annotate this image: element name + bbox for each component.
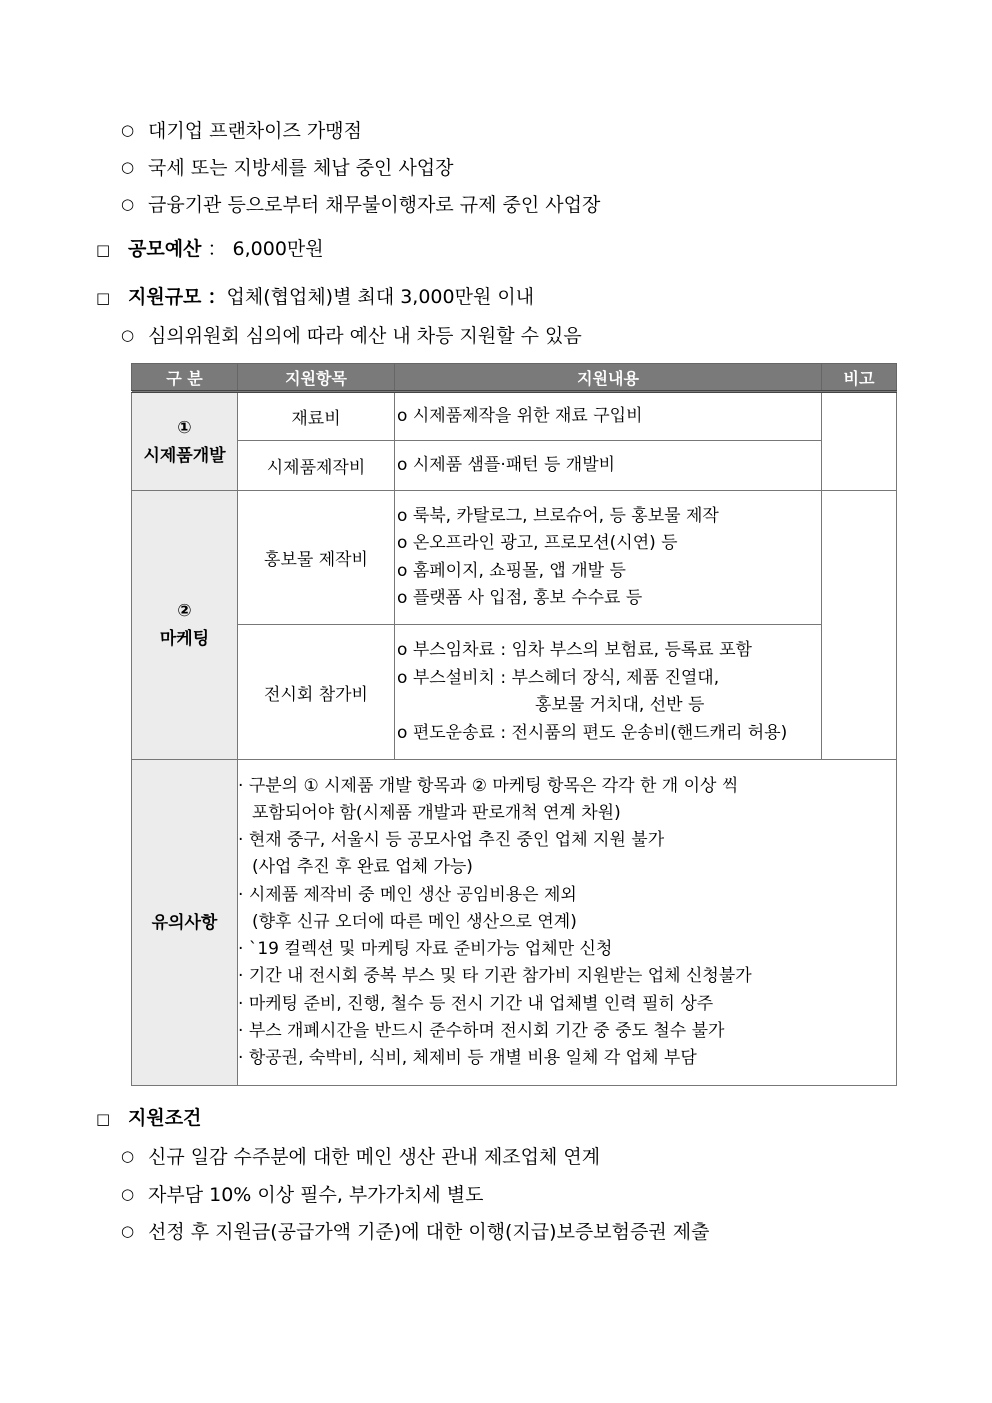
o-bullet-icon: o: [397, 667, 408, 688]
budget-value: 6,000만원: [232, 238, 324, 260]
o-bullet-icon: o: [397, 454, 408, 475]
content-cell: [395, 392, 822, 441]
scale-label: 지원규모: [128, 286, 202, 308]
circle-bullet-icon: ○: [121, 1185, 135, 1203]
budget-line: [128, 234, 324, 261]
exclusion-item: 금융기관 등으로부터 채무불이행자로 규제 중인 사업장: [148, 194, 601, 216]
content-line: 편도운송료 : 전시품의 편도 운송비(핸드캐리 허용): [412, 722, 788, 743]
content-line: 온오프라인 광고, 프로모션(시연) 등: [412, 533, 678, 553]
note-line: (향후 신규 오더에 따른 메인 생산으로 연계): [252, 911, 577, 932]
content-line: 시제품 샘플·패턴 등 개발비: [412, 454, 616, 475]
note-line: 시제품 제작비 중 메인 생산 공임비용은 제외: [248, 884, 577, 905]
support-table: [131, 363, 897, 1086]
content-line: 홈페이지, 쇼핑몰, 앱 개발 등: [412, 560, 626, 581]
dot-bullet-icon: ·: [238, 775, 244, 796]
table-row: [132, 491, 897, 625]
condition-item: 선정 후 지원금(공급가액 기준)에 대한 이행(지급)보증보험증권 제출: [148, 1221, 710, 1243]
table-row: [132, 760, 897, 1086]
content-line: 홍보물 거치대, 선반 등: [535, 695, 705, 715]
condition-item: 자부담 10% 이상 필수, 부가가치세 별도: [148, 1184, 484, 1206]
content-cell: [395, 441, 822, 491]
category-prototype: [132, 392, 238, 491]
header-category: 구 분: [132, 364, 238, 392]
remarks-cell: [822, 392, 897, 491]
category-name: 마케팅: [159, 629, 210, 649]
item-cell: 시제품제작비: [238, 441, 395, 491]
header-content: 지원내용: [395, 364, 822, 392]
o-bullet-icon: o: [397, 560, 408, 581]
remarks-cell: [822, 491, 897, 760]
content-line: 룩북, 카탈로그, 브로슈어, 등 홍보물 제작: [412, 505, 719, 526]
budget-sep: ：: [207, 238, 227, 260]
scale-value: 업체(협업체)별 최대 3,000만원 이내: [226, 286, 535, 308]
table-row: [132, 392, 897, 441]
note-line: 구분의 ① 시제품 개발 항목과 ② 마케팅 항목은 각각 한 개 이상 씩: [248, 775, 739, 796]
o-bullet-icon: o: [397, 722, 408, 743]
content-cell: [395, 491, 822, 625]
category-number: ②: [177, 601, 192, 621]
circle-bullet-icon: ○: [121, 195, 135, 213]
table-row: [132, 625, 897, 760]
content-line: 부스설비치 : 부스헤더 장식, 제품 진열대,: [412, 667, 720, 688]
exclusion-item: 국세 또는 지방세를 체납 중인 사업장: [148, 157, 454, 179]
note-line: (사업 추진 후 완료 업체 가능): [252, 857, 473, 878]
table-header-row: [132, 364, 897, 392]
item-cell: 전시회 참가비: [238, 625, 395, 760]
header-remarks: 비고: [822, 364, 897, 392]
circle-bullet-icon: ○: [121, 121, 135, 139]
notes-label: 유의사항: [132, 760, 238, 1086]
circle-bullet-icon: ○: [121, 158, 135, 176]
dot-bullet-icon: ·: [238, 830, 244, 851]
content-line: 플랫폼 사 입점, 홍보 수수료 등: [412, 588, 643, 608]
o-bullet-icon: o: [397, 505, 408, 526]
o-bullet-icon: o: [397, 533, 408, 553]
item-cell: 재료비: [238, 392, 395, 441]
dot-bullet-icon: ·: [238, 993, 244, 1014]
dot-bullet-icon: ·: [238, 1047, 244, 1068]
conditions-label: 지원조건: [128, 1107, 202, 1129]
content-cell: [395, 625, 822, 760]
note-line: 포함되어야 함(시제품 개발과 판로개척 연계 차원): [252, 803, 621, 824]
scale-sep: ：: [207, 286, 227, 308]
category-name: 시제품개발: [143, 445, 226, 466]
scale-line: [128, 282, 534, 309]
table-row: [132, 441, 897, 491]
square-bullet-icon: □: [96, 1110, 111, 1128]
dot-bullet-icon: ·: [238, 966, 244, 987]
note-line: 항공권, 숙박비, 식비, 체제비 등 개별 비용 일체 각 업체 부담: [248, 1047, 697, 1068]
content-line: 시제품제작을 위한 재료 구입비: [412, 405, 643, 426]
note-line: 마케팅 준비, 진행, 철수 등 전시 기간 내 업체별 인력 필히 상주: [248, 993, 714, 1014]
square-bullet-icon: □: [96, 289, 111, 307]
scale-note: 심의위원회 심의에 따라 예산 내 차등 지원할 수 있음: [148, 325, 582, 347]
o-bullet-icon: o: [397, 588, 408, 608]
category-marketing: [132, 491, 238, 760]
square-bullet-icon: □: [96, 241, 111, 259]
circle-bullet-icon: ○: [121, 1222, 135, 1240]
budget-label: 공모예산: [128, 238, 202, 260]
o-bullet-icon: o: [397, 640, 408, 660]
item-cell: 홍보물 제작비: [238, 491, 395, 625]
notes-cell: [238, 760, 897, 1086]
category-number: ①: [177, 417, 192, 438]
note-line: 기간 내 전시회 중복 부스 및 타 기관 참가비 지원받는 업체 신청불가: [248, 966, 752, 987]
circle-bullet-icon: ○: [121, 326, 135, 344]
note-line: 부스 개폐시간을 반드시 준수하며 전시회 기간 중 중도 철수 불가: [248, 1020, 725, 1041]
condition-item: 신규 일감 수주분에 대한 메인 생산 관내 제조업체 연계: [148, 1146, 601, 1168]
circle-bullet-icon: ○: [121, 1147, 135, 1165]
header-item: 지원항목: [238, 364, 395, 392]
dot-bullet-icon: ·: [238, 884, 244, 905]
dot-bullet-icon: ·: [238, 1020, 244, 1041]
exclusion-item: 대기업 프랜차이즈 가맹점: [148, 120, 362, 142]
content-line: 부스임차료 : 임차 부스의 보험료, 등록료 포함: [412, 640, 752, 660]
o-bullet-icon: o: [397, 405, 408, 426]
note-line: `19 컬렉션 및 마케팅 자료 준비가능 업체만 신청: [248, 939, 613, 960]
dot-bullet-icon: ·: [238, 939, 244, 960]
note-line: 현재 중구, 서울시 등 공모사업 추진 중인 업체 지원 불가: [248, 830, 665, 851]
